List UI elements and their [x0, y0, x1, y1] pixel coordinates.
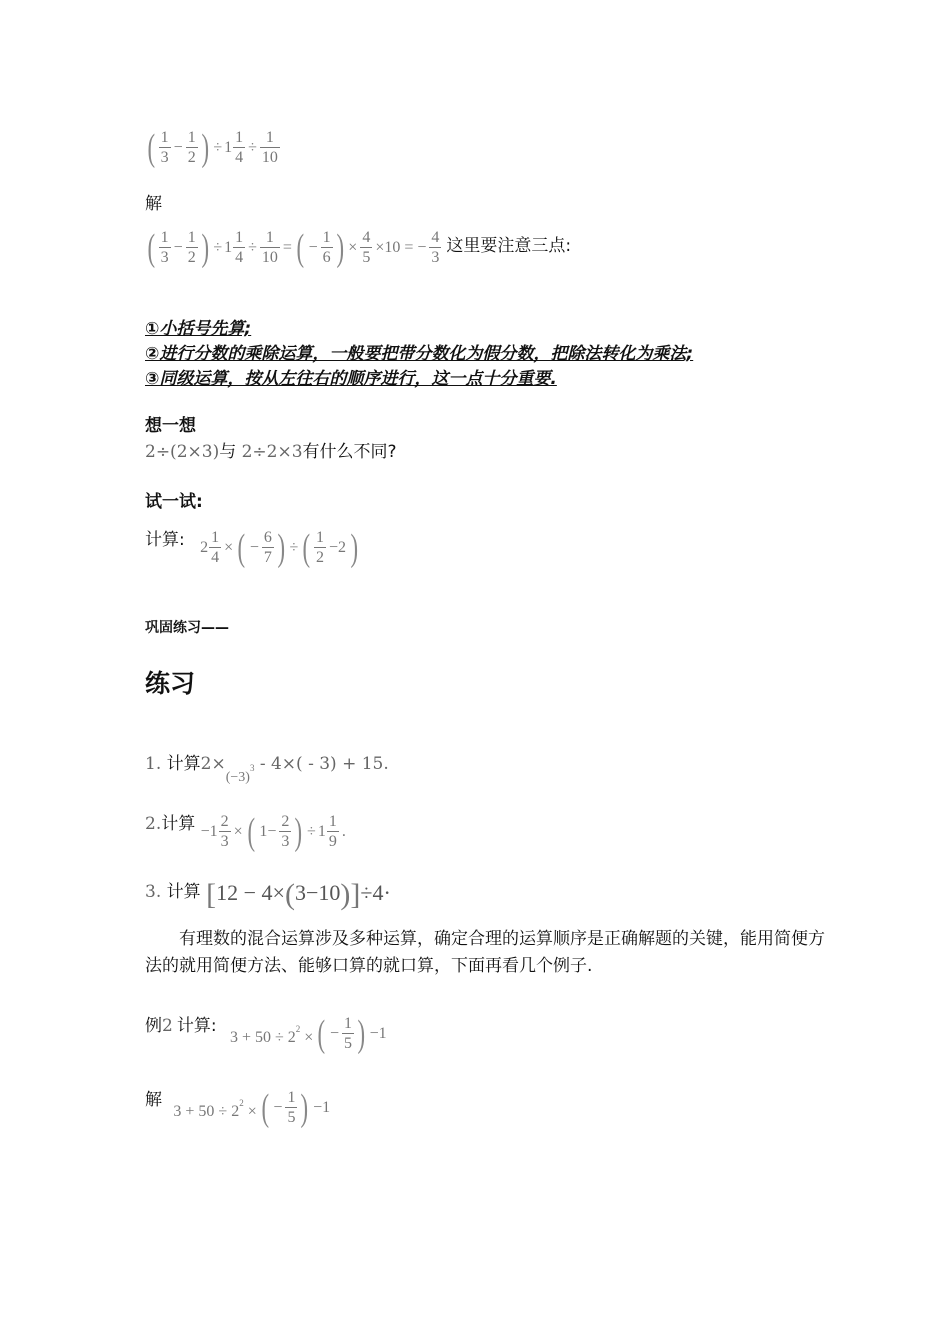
exercise-3: 3. 计算 [12 − 4×(3−10)]÷4·: [145, 878, 391, 911]
point-1: ①小括号先算;: [145, 319, 252, 339]
solution-label: 解: [145, 194, 162, 214]
solution-2-expression: $3 + 50 \div 2^2$ × ( − $\frac{1}{5}$ ) −1: [173, 1086, 331, 1129]
consolidate-heading: 巩固练习——: [145, 620, 229, 636]
example-2: 例2 计算: $3 + 50 \div 2^2$ × ( − $\frac{1}{5}$ ) −1: [145, 1012, 387, 1055]
point-2: ②进行分数的乘除运算，一般要把带分数化为假分数，把除法转化为乘法;: [145, 344, 694, 364]
think-question: 2÷(2×3)与 2÷2×3有什么不同?: [145, 442, 397, 462]
exercise-1: 1. 计算$2\times_{(-3)^3} - 4\times( - 3) + 15$.: [145, 754, 389, 785]
solution-2: 解 $3 + 50 \div 2^2$ × ( − $\frac{1}{5}$ ) −1: [145, 1086, 331, 1129]
think-title: 想一想: [145, 416, 196, 436]
try-expression: 2 $\frac{1}{4}$ × ( − $\frac{6}{7}$ ) ÷ ( $\frac{1}{2}$ −2 ): [200, 526, 359, 569]
point-3: ③同级运算，按从左往右的顺序进行，这一点十分重要.: [145, 369, 557, 389]
example-2-expression: $3 + 50 \div 2^2$ × ( − $\frac{1}{5}$ ) −1: [229, 1012, 387, 1055]
practice-title: 练习: [145, 669, 196, 698]
intro-paragraph: 有理数的混合运算涉及多种运算，确定合理的运算顺序是正确解题的关键，能用简便方法的就用简便方法、能够口算的就口算，下面再看几个例子.: [145, 929, 825, 976]
problem-expression: ( $\frac{1}{3}$ − $\frac{1}{2}$ ) ÷ 1 $\frac{1}{4}$ ÷ $\frac{1}{10}$: [147, 126, 278, 169]
note-text: 这里要注意三点:: [446, 236, 572, 257]
try-title: 试一试:: [145, 492, 203, 512]
try-compute: 计算: 2 $\frac{1}{4}$ × ( − $\frac{6}{7}$ ) ÷ ( $\frac{1}{2}$ −2 ): [145, 528, 361, 567]
exercise-2-expression: −1 $\frac{2}{3}$ × ( 1− $\frac{2}{3}$ ) ÷ 1 $\frac{1}{9}$ .: [200, 810, 346, 853]
exercise-2: 2.计算 −1 $\frac{2}{3}$ × ( 1− $\frac{2}{3}$ ) ÷ 1 $\frac{1}{9}$ .: [145, 810, 346, 853]
solution-expression: ( $\frac{1}{3}$ − $\frac{1}{2}$ ) ÷ 1 $\frac{1}{4}$ ÷ $\frac{1}{10}$ = ( − $\frac{1}{6}$ ) × $\frac{4}{5}$ ×10 = − $\frac{4}{3}$ 这里要注意三点:: [147, 226, 572, 269]
exercise-3-expression: [12 − 4×(3−10)]÷4·: [206, 878, 391, 911]
